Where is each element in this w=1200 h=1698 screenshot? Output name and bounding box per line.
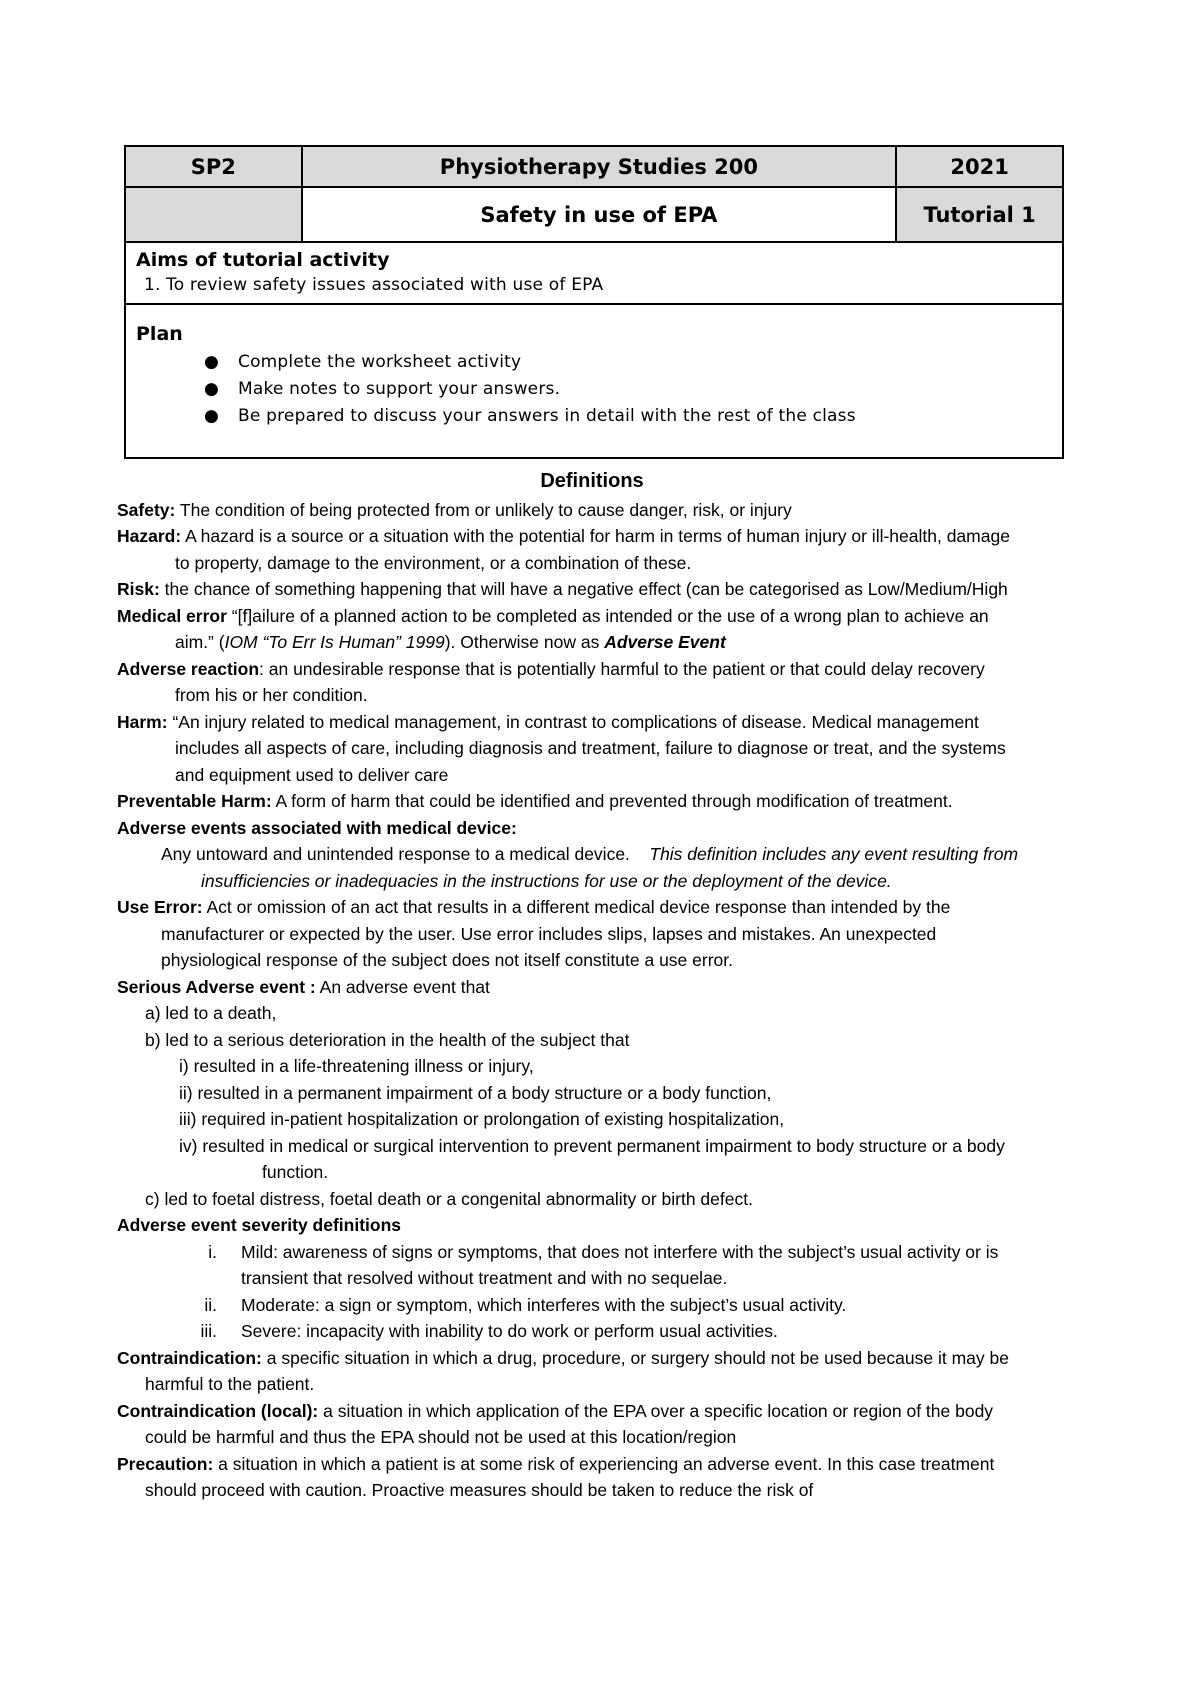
session-label: Tutorial 1 [896, 187, 1063, 242]
aims-item [144, 275, 1052, 295]
severity-item-cont: transient that resolved without treatment and with no sequelae. [241, 1268, 728, 1288]
plan-list [136, 349, 1052, 430]
definition-precaution: Precaution: a situation in which a patient is at some risk of experiencing an adverse event. In this case treatment [117, 1453, 995, 1474]
plan-item: ● Be prepared to discuss your answers in detail with the rest of the class [204, 403, 1052, 430]
course-year: 2021 [896, 146, 1063, 187]
definition-medical-error: Medical error “[f]ailure of a planned action to be completed as intended or the use of a wrong plan to achieve an [117, 605, 989, 626]
aims-item-text: To review safety issues associated with use of EPA [166, 275, 604, 295]
course-title: Physiotherapy Studies 200 [302, 146, 897, 187]
definition-preventable-harm: Preventable Harm: A form of harm that could be identified and prevented through modification of treatment. [117, 791, 953, 811]
plan-title: Plan [136, 323, 183, 345]
course-code: SP2 [125, 146, 302, 187]
bullet-icon: ● [204, 379, 220, 399]
aims-title: Aims of tutorial activity [136, 249, 390, 271]
definition-serious-adverse-event: Serious Adverse event : An adverse event that [117, 976, 490, 997]
definitions-section: Definitions Safety: The condition of being protected from or unlikely to cause danger, risk, or injury Hazard: A hazard is a source or a situation with the potential for harm in terms of human injury or ill-health, damage to property, damage to the environment, or a combination of these. Risk: the chance of something happening that will have a negative effect (can be categorised as Low/Medium/High Medical error “[f]ailure of a planned action to be completed as intended or the use of a wrong plan to achieve an aim.” (IOM “To Err Is Human” 1999). Otherwise now as Adverse Event Adverse reaction: an undesirable response that is potentially harmful to the patient or that could delay recovery from his or her condition. Harm: “An injury related to medical management, in contrast to complications of disease. Medical management includes all aspects of care, including diagnosis and treatment, failure to diagnose or treat, and the systems and equipment used to deliver care Preventable Harm: A form of harm that could be identified and prevented through modification of treatment. Adverse events associated with medical device: Any untoward and unintended response to a medical device. This definition includes any event resulting from insufficiencies or inadequacies in the instructions for use or the deployment of the device. Use Error: Act or omission of an act that results in a different medical device response than intended by the manufacturer or expected by the user. Use error includes slips, lapses and mistakes. An unexpected physiological response of the subject does not itself constitute a use error. Serious Adverse event : An adverse event that a) led to a death, b) led to a serious deterioration in the health of the subject that i) resulted in a life-threatening illness or injury, ii) resulted in a permanent impairment of a body structure or a body function, iii) required in-patient hospitalization or prolongation of existing hospitalization, iv) resulted in medical or surgical intervention to prevent permanent impairment to body structure or a body function. c) led to foetal distress, foetal death or a congenital abnormality or birth defect. Adverse event severity definitions i. Mild: awareness of signs or symptoms, that does not interfere with the subject’s usual activity or is transient that resolved without treatment and with no sequelae. ii. Moderate: a sign or symptom, which interferes with the subject’s usual activity. iii. Severe: incapacity with inability to do work or perform usual activities. Contraindication: a specific situation in which a drug, procedure, or surgery should not be used because it may be harmful to the patient. Contraindication (local): a situation in which application of the EPA over a specific location or region of the body could be harmful and thus the EPA should not be used at this location/region Precaution: a situation in which a patient is at some risk of experiencing an adverse event. In this case treatment should proceed with caution. Proactive measures should be taken to reduce the risk of [117, 468, 1067, 1504]
definition-adverse-events-device: Adverse events associated with medical device: [117, 817, 517, 838]
definition-safety: Safety: The condition of being protected from or unlikely to cause danger, risk, or injury [117, 499, 792, 520]
definition-contraindication-local: Contraindication (local): a situation in which application of the EPA over a specific location or region of the body [117, 1400, 994, 1421]
definition-harm: Harm: “An injury related to medical management, in contrast to complications of disease. Medical management [117, 711, 979, 732]
severity-item: ii. Moderate: a sign or symptom, which interferes with the subject’s usual activity. [204, 1294, 847, 1315]
bullet-icon: ● [204, 352, 220, 372]
definitions-title: Definitions [540, 470, 644, 492]
severity-item: iii. Severe: incapacity with inability to do work or perform usual activities. [200, 1321, 778, 1341]
aims-item-number: 1. [144, 275, 161, 295]
definition-contraindication: Contraindication: a specific situation in which a drug, procedure, or surgery should not be used because it may be [117, 1347, 1009, 1368]
aims-section [125, 242, 1063, 304]
topic-title: Safety in use of EPA [302, 187, 897, 242]
plan-item: ● Complete the worksheet activity [204, 349, 1052, 376]
definition-severity: Adverse event severity definitions [117, 1215, 401, 1235]
definition-risk: Risk: the chance of something happening that will have a negative effect (can be categorised as Low/Medium/High [117, 579, 1008, 599]
bullet-icon: ● [204, 406, 220, 426]
empty-cell [125, 187, 302, 242]
plan-item: ● Make notes to support your answers. [204, 376, 1052, 403]
plan-section [125, 304, 1063, 458]
severity-item: i. Mild: awareness of signs or symptoms, that does not interfere with the subject’s usual activity or is [208, 1241, 999, 1262]
definition-use-error: Use Error: Act or omission of an act that results in a different medical device response than intended by the [117, 897, 951, 917]
header-table [124, 145, 1064, 459]
definition-adverse-reaction: Adverse reaction: an undesirable response that is potentially harmful to the patient or that could delay recovery [117, 658, 985, 679]
definition-hazard: Hazard: A hazard is a source or a situation with the potential for harm in terms of human injury or ill-health, damage [117, 526, 1010, 546]
